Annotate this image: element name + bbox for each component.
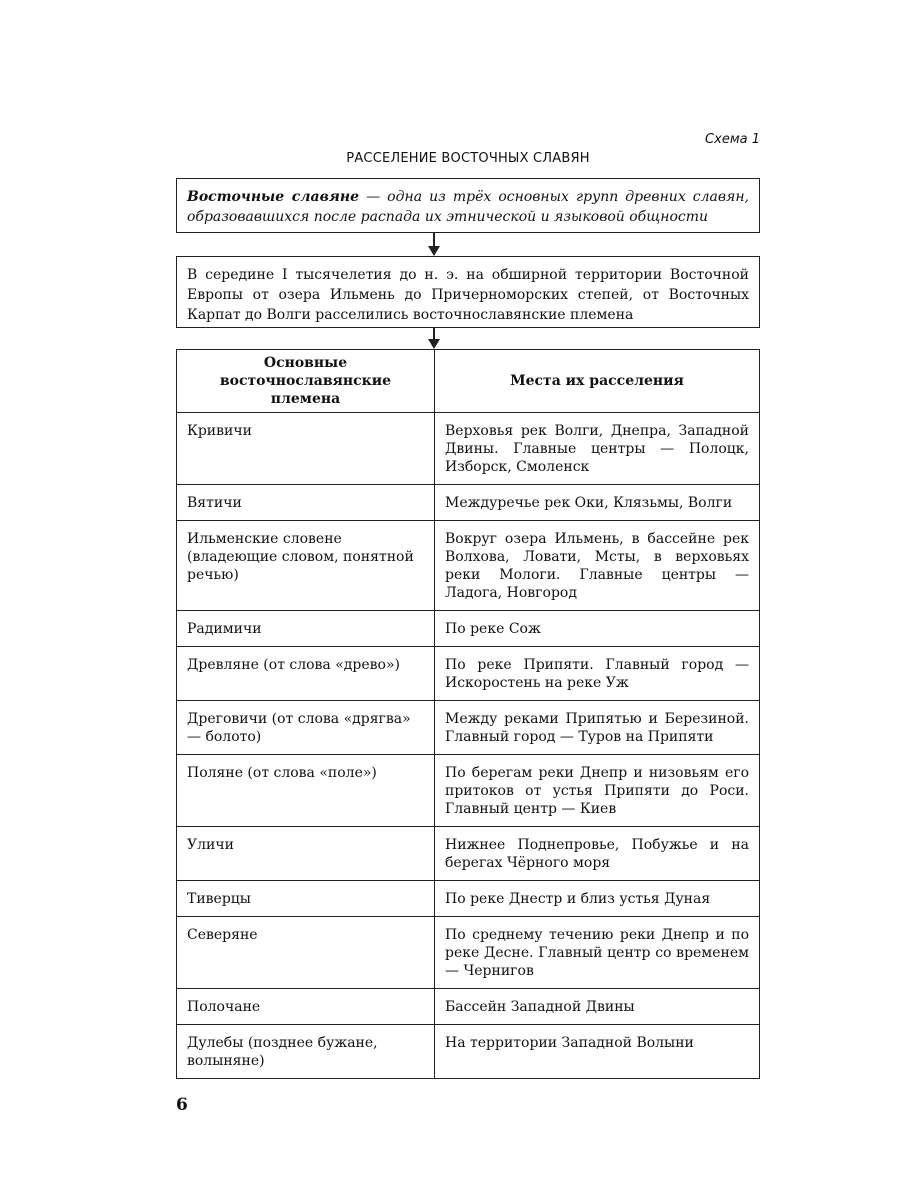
arrow-down-icon [428, 246, 440, 256]
tribe-name: Дулебы (позднее бужане, волыняне) [177, 1025, 435, 1079]
definition-term: Восточные славяне [187, 189, 360, 205]
tribe-name: Древляне (от слова «древо») [177, 647, 435, 701]
header-tribes: Основные восточнославянские племена [177, 350, 435, 413]
settlement-places: По реке Днестр и близ устья Дуная [435, 881, 760, 917]
table-body [177, 413, 760, 1079]
table-row [177, 647, 760, 701]
table-row [177, 611, 760, 647]
header-places: Места их расселения [435, 350, 760, 413]
tribe-name: Вятичи [177, 485, 435, 521]
settlement-places: Бассейн Западной Двины [435, 989, 760, 1025]
table-row [177, 989, 760, 1025]
tribe-name: Северяне [177, 917, 435, 989]
tribe-name: Уличи [177, 827, 435, 881]
definition-box [176, 178, 760, 233]
settlement-places: Вокруг озера Ильмень, в бассейне рек Волхова, Ловати, Мсты, в верховьях реки Мологи. Главные центры — Ладога, Новгород [435, 521, 760, 611]
page-title: РАССЕЛЕНИЕ ВОСТОЧНЫХ СЛАВЯН [346, 151, 590, 166]
settlement-places: По берегам реки Днепр и низовьям его притоков от устья Припяти до Роси. Главный центр — Киев [435, 755, 760, 827]
connector-line-1 [433, 233, 435, 247]
settlement-box: В середине I тысячелетия до н. э. на обширной территории Восточной Европы от озера Ильмень до Причерноморских степей, от Восточных Карпат до Волги расселились восточнославянские племена [176, 256, 760, 328]
settlement-places: Междуречье рек Оки, Клязьмы, Волги [435, 485, 760, 521]
table-row [177, 1025, 760, 1079]
arrow-down-icon [428, 339, 440, 349]
tribe-name: Тиверцы [177, 881, 435, 917]
table-row [177, 521, 760, 611]
table-row [177, 485, 760, 521]
tribes-table [176, 349, 760, 1079]
table-row [177, 755, 760, 827]
settlement-places: По реке Сож [435, 611, 760, 647]
settlement-places: Верховья рек Волги, Днепра, Западной Двины. Главные центры — Полоцк, Изборск, Смоленск [435, 413, 760, 485]
settlement-places: Между реками Припятью и Березиной. Главный город — Туров на Припяти [435, 701, 760, 755]
settlement-places: По среднему течению реки Днепр и по реке Десне. Главный центр со временем — Чернигов [435, 917, 760, 989]
tribe-name: Ильменские словене (владеющие словом, понятной речью) [177, 521, 435, 611]
settlement-places: По реке Припяти. Главный город — Искоростень на реке Уж [435, 647, 760, 701]
scheme-label: Схема 1 [705, 132, 760, 147]
table-header-row [177, 350, 760, 413]
page-number: 6 [176, 1095, 188, 1115]
settlement-places: Нижнее Поднепровье, Побужье и на берегах Чёрного моря [435, 827, 760, 881]
definition-text: — одна из трёх основных групп древних славян, образовавшихся после распада их этнической и языковой общности [187, 189, 749, 225]
table-row [177, 827, 760, 881]
tribe-name: Кривичи [177, 413, 435, 485]
table-row [177, 701, 760, 755]
tribe-name: Радимичи [177, 611, 435, 647]
tribe-name: Поляне (от слова «поле») [177, 755, 435, 827]
settlement-places: На территории Западной Волыни [435, 1025, 760, 1079]
tribe-name: Дреговичи (от слова «дрягва» — болото) [177, 701, 435, 755]
table-row [177, 413, 760, 485]
table-row [177, 881, 760, 917]
tribe-name: Полочане [177, 989, 435, 1025]
table-row [177, 917, 760, 989]
